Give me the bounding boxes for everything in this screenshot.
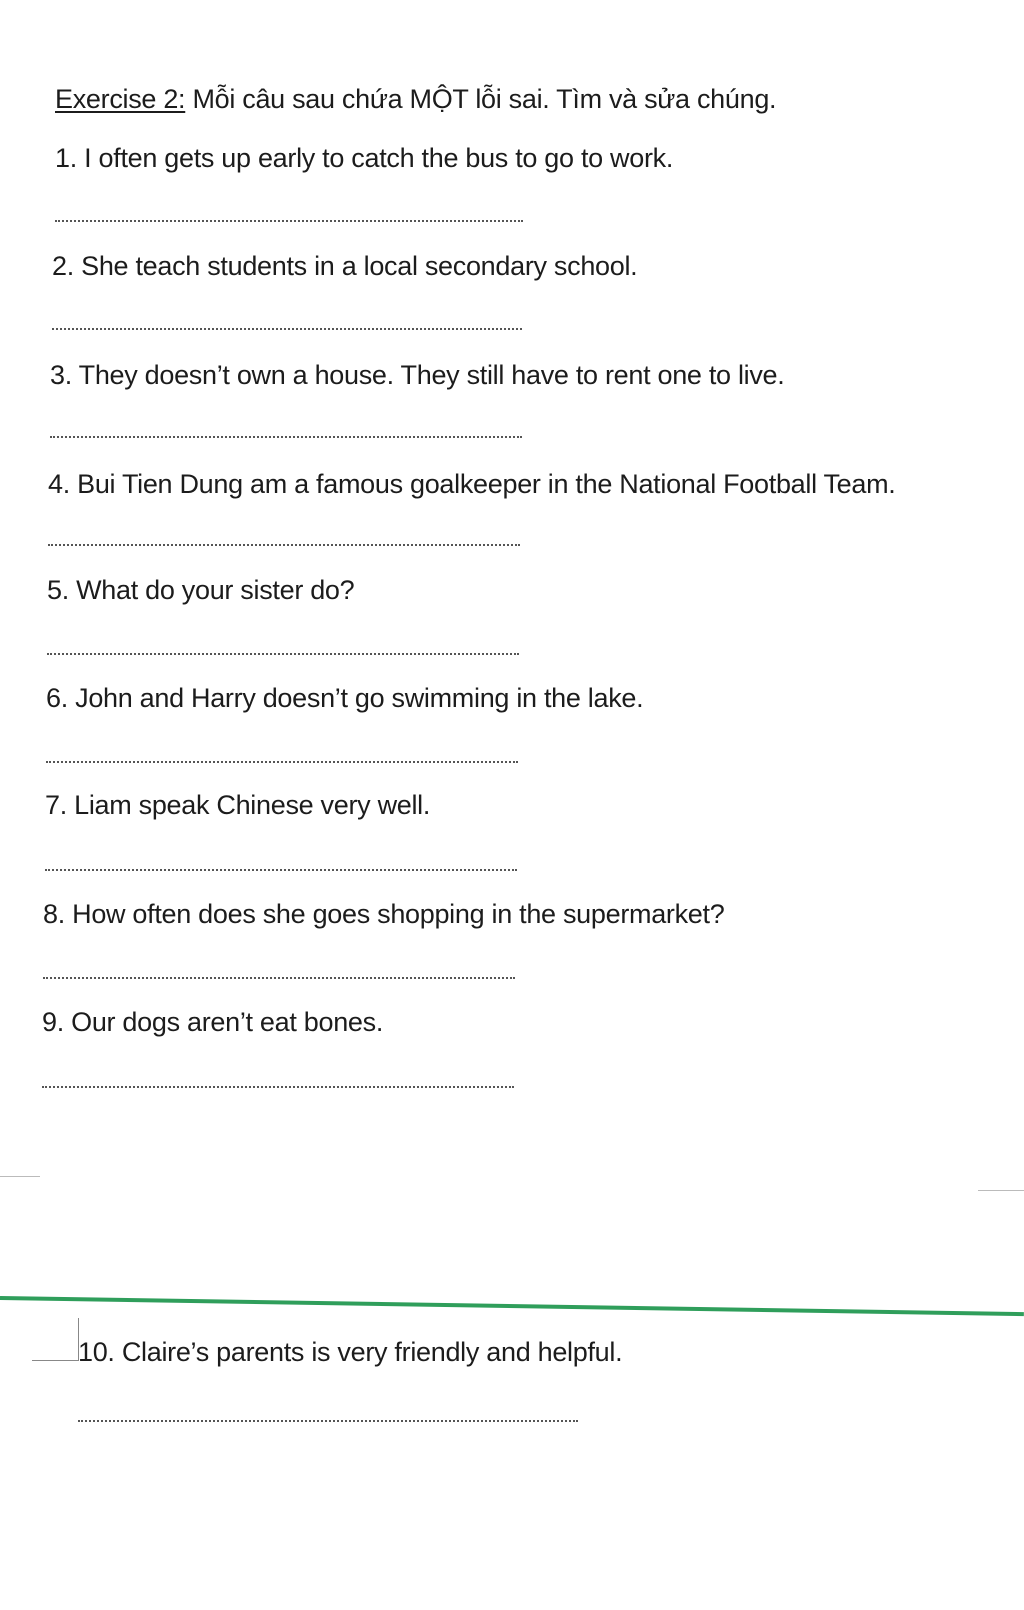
question-6: 6. John and Harry doesn’t go swimming in the lake. (46, 683, 644, 713)
exercise-heading (55, 84, 776, 115)
answer-line-4[interactable] (48, 544, 520, 546)
question-3: 3. They doesn’t own a house. They still have to rent one to live. (50, 360, 785, 390)
question-7: 7. Liam speak Chinese very well. (45, 790, 431, 820)
question-5: 5. What do your sister do? (47, 575, 355, 605)
answer-line-9[interactable] (42, 1086, 514, 1088)
answer-line-3[interactable] (50, 436, 522, 438)
question-1: 1. I often gets up early to catch the bus to go to work. (55, 143, 674, 173)
question-4: 4. Bui Tien Dung am a famous goalkeeper in the National Football Team. (48, 469, 896, 499)
page-fold-left (0, 1176, 40, 1177)
page-fold-right (978, 1190, 1024, 1191)
question-2: 2. She teach students in a local secondary school. (52, 251, 638, 281)
question-8: 8. How often does she goes shopping in the supermarket? (43, 899, 725, 929)
answer-line-2[interactable] (52, 328, 522, 330)
answer-line-8[interactable] (43, 977, 515, 979)
answer-line-1[interactable] (55, 220, 523, 222)
page-corner-mark (32, 1318, 79, 1361)
question-10: 10. Claire’s parents is very friendly and helpful. (78, 1337, 623, 1367)
exercise-instruction: Mỗi câu sau chứa MỘT lỗi sai. Tìm và sửa chúng. (185, 84, 777, 114)
answer-line-10[interactable] (78, 1420, 578, 1422)
exercise-label: Exercise 2: (55, 84, 186, 114)
answer-line-5[interactable] (47, 653, 519, 655)
green-divider (0, 1296, 1024, 1316)
answer-line-7[interactable] (45, 869, 517, 871)
answer-line-6[interactable] (46, 761, 518, 763)
question-9: 9. Our dogs aren’t eat bones. (42, 1007, 384, 1037)
